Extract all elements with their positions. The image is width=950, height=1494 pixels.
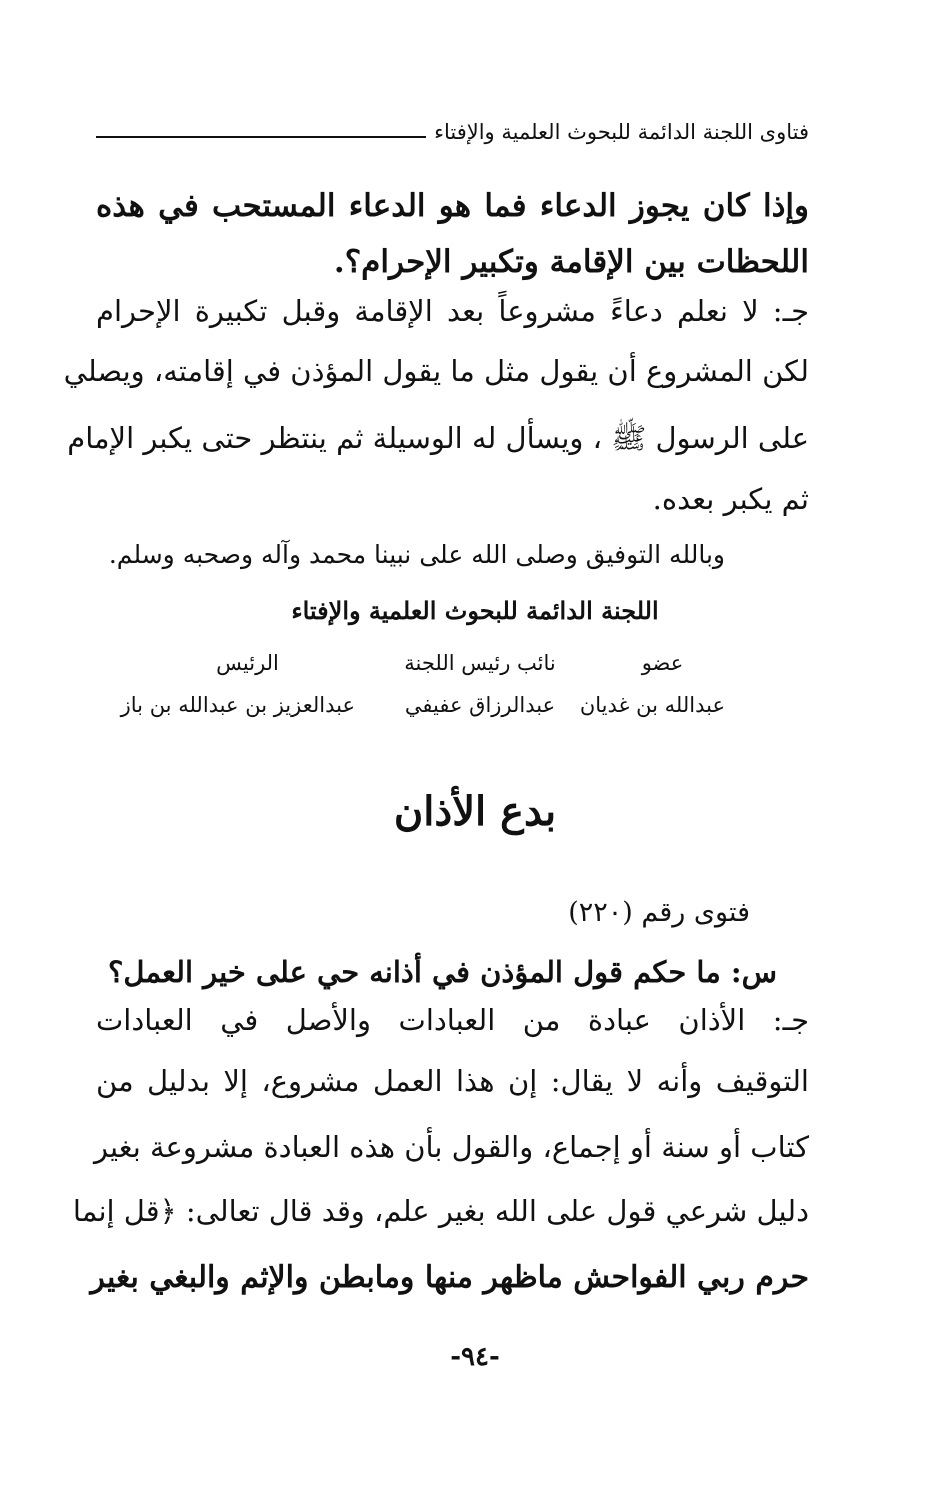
page-number: -٩٤-: [450, 1342, 500, 1372]
fatwa-number: فتوى رقم (٢٢٠): [568, 897, 750, 928]
signatory-name: عبدالعزيز بن عبدالله بن باز: [120, 693, 355, 717]
signatory-role: عضو: [641, 651, 684, 675]
section-title: بدع الأذان: [393, 788, 557, 835]
signatory-name: عبدالرزاق عفيفي: [404, 693, 556, 717]
answer-line: لكن المشروع أن يقول مثل ما يقول المؤذن في إقامته، ويصلي: [63, 354, 809, 388]
committee-name: اللجنة الدائمة للبحوث العلمية والإفتاء: [291, 596, 659, 625]
signatory-role: الرئيس: [216, 651, 279, 675]
running-header: [96, 112, 809, 152]
question-line: وإذا كان يجوز الدعاء فما هو الدعاء المستحب في هذه: [96, 188, 809, 224]
running-title: فتاوى اللجنة الدائمة للبحوث العلمية والإفتاء: [434, 120, 809, 144]
answer-line: دليل شرعي قول على الله بغير علم، وقد قال تعالى: ﴿قل إنما: [72, 1194, 809, 1228]
answer-line: جـ: الأذان عبادة من العبادات والأصل في العبادات: [96, 1003, 809, 1037]
answer-line: على الرسول ﷺ ، ويسأل له الوسيلة ثم ينتظر حتى يكبر الإمام: [67, 421, 809, 455]
quran-verse-line: حرم ربي الفواحش ماظهر منها ومابطن والإثم والبغي بغير: [90, 1260, 809, 1295]
header-rule: [96, 136, 426, 138]
answer-line: ثم يكبر بعده.: [652, 482, 809, 516]
answer-line: كتاب أو سنة أو إجماع، والقول بأن هذه العبادة مشروعة بغير: [93, 1130, 809, 1164]
question-line: اللحظات بين الإقامة وتكبير الإحرام؟.: [333, 244, 809, 280]
signatory-name: عبدالله بن غديان: [579, 693, 725, 717]
question: س: ما حكم قول المؤذن في أذانه حي على خير العمل؟: [108, 955, 777, 989]
closing-prayer: وبالله التوفيق وصلى الله على نبينا محمد وآله وصحبه وسلم.: [108, 540, 725, 569]
signatory-role: نائب رئيس اللجنة: [404, 651, 556, 675]
answer-line: التوقيف وأنه لا يقال: إن هذا العمل مشروع، إلا بدليل من: [96, 1064, 809, 1098]
answer-line: جـ: لا نعلم دعاءً مشروعاً بعد الإقامة وقبل تكبيرة الإحرام: [96, 294, 809, 328]
